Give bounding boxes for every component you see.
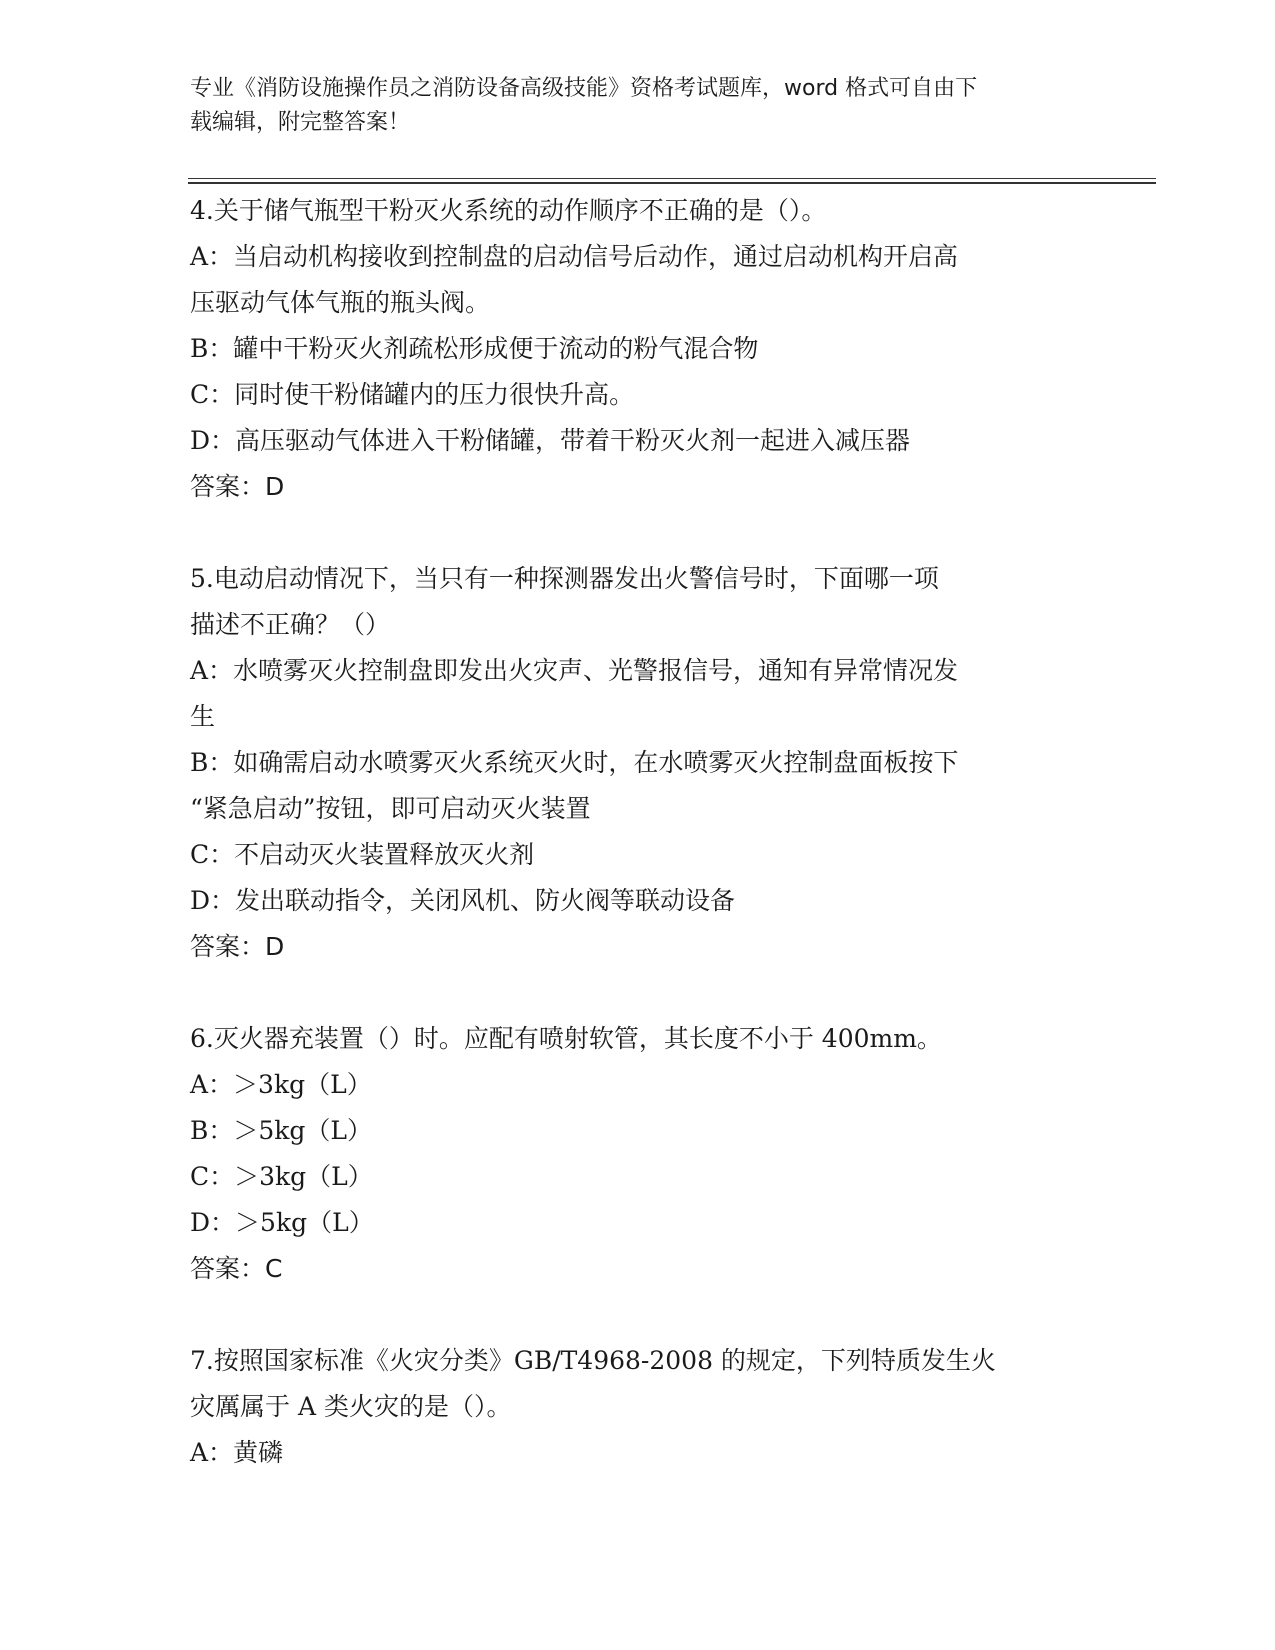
option-b: B：如确需启动水喷雾灭火系统灭火时，在水喷雾灭火控制盘面板按下 — [190, 748, 959, 777]
option-b-continued: “紧急启动”按钮，即可启动灭火装置 — [190, 794, 591, 823]
answer-label: 答案：D — [190, 472, 285, 501]
header-divider-thin — [188, 178, 1156, 179]
question-stem-continued: 描述不正确？（） — [190, 610, 391, 639]
option-a: A：黄磷 — [190, 1438, 284, 1467]
answer-label: 答案：C — [190, 1254, 283, 1283]
option-a-continued: 生 — [190, 702, 216, 731]
document-header — [190, 72, 1090, 140]
question-5 — [190, 556, 1090, 970]
option-c: C：同时使干粉储罐内的压力很快升高。 — [190, 380, 635, 409]
question-list — [190, 188, 1090, 1476]
option-b: B：罐中干粉灭火剂疏松形成便于流动的粉气混合物 — [190, 334, 759, 363]
question-stem: 4.关于储气瓶型干粉灭火系统的动作顺序不正确的是（）。 — [190, 196, 827, 225]
answer-label: 答案：D — [190, 932, 285, 961]
option-d: D：高压驱动气体进入干粉储罐，带着干粉灭火剂一起进入减压器 — [190, 426, 911, 455]
option-b: B：＞5kg（L） — [190, 1116, 373, 1145]
question-spacer — [190, 510, 1090, 556]
option-a-continued: 压驱动气体气瓶的瓶头阀。 — [190, 288, 491, 317]
question-spacer — [190, 970, 1090, 1016]
option-c: C：＞3kg（L） — [190, 1162, 373, 1191]
option-a: A：当启动机构接收到控制盘的启动信号后动作，通过启动机构开启高 — [190, 242, 959, 271]
header-line-2: 载编辑，附完整答案！ — [190, 110, 411, 135]
option-d: D：＞5kg（L） — [190, 1208, 374, 1237]
option-a: A：＞3kg（L） — [190, 1070, 372, 1099]
question-stem: 5.电动启动情况下，当只有一种探测器发出火警信号时，下面哪一项 — [190, 564, 939, 593]
question-6 — [190, 1016, 1090, 1292]
question-stem: 6.灭火器充装置（）时。应配有喷射软管，其长度不小于 400mm。 — [190, 1024, 942, 1053]
option-c: C：不启动灭火装置释放灭火剂 — [190, 840, 535, 869]
question-spacer — [190, 1292, 1090, 1338]
option-a: A：水喷雾灭火控制盘即发出火灾声、光警报信号，通知有异常情况发 — [190, 656, 959, 685]
header-line-1: 专业《消防设施操作员之消防设备高级技能》资格考试题库，word 格式可自由下 — [190, 76, 978, 101]
question-7 — [190, 1338, 1090, 1476]
question-stem: 7.按照国家标准《火灾分类》GB/T4968-2008 的规定，下列特质发生火 — [190, 1346, 996, 1375]
question-stem-continued: 灾厲属于 A 类火灾的是（）。 — [190, 1392, 512, 1421]
option-d: D：发出联动指令，关闭风机、防火阀等联动设备 — [190, 886, 736, 915]
header-divider-thick — [188, 182, 1156, 184]
question-4 — [190, 188, 1090, 510]
